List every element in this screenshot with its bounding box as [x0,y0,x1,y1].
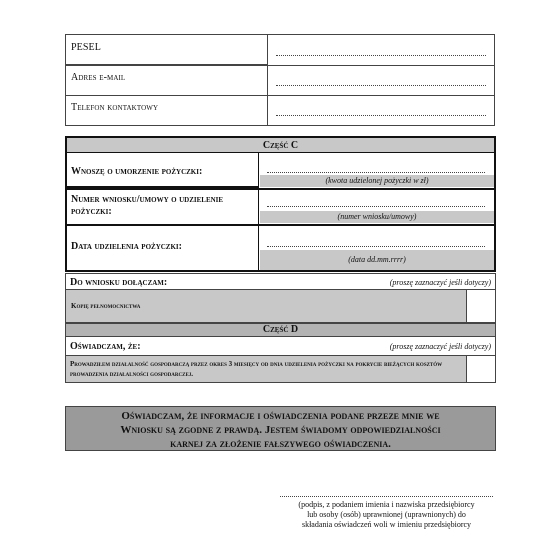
statement-line-2: Wniosku są zgodne z prawdą. Jestem świadomy odpowiedzialności [120,424,441,436]
poa-label-cell [65,290,467,323]
agreement-hint: (numer wniosku/umowy) [260,211,494,223]
declare-row [65,337,496,356]
agreement-label: Numer wniosku/umowy o udzielenie pożyczki: [71,194,224,217]
statement-line-1: Oświadczam, że informacje i oświadczenia podane przeze mnie we [121,410,440,422]
agreement-number-field[interactable] [267,206,485,207]
loan-amount-hint: (kwota udzielonej pożyczki w zł) [260,175,494,187]
loan-amount-field[interactable] [267,172,485,173]
signature-line-1: (podpis, z podaniem imienia i nazwiska przedsiębiorcy [298,500,475,509]
part-d-title: Część D [262,324,299,335]
email-label: Adres e-mail [71,72,126,83]
part-c-title: Część C [262,140,299,151]
business-text-cell [65,356,467,383]
signature-line-2: lub osoby (osób) uprawnionej (uprawnionych) do [307,510,466,519]
poa-label: Kopię pełnomocnictwa [71,302,141,310]
loan-request-label: Wnoszę o umorzenie pożyczki: [71,166,203,177]
phone-label: Telefon kontaktowy [71,102,159,113]
pesel-field[interactable] [276,55,486,56]
date-hint: (data dd.mm.rrrr) [260,250,494,270]
declare-hint: (proszę zaznaczyć jeśli dotyczy) [389,342,491,351]
loan-request-label-cell [67,153,259,188]
date-label-cell [67,226,259,270]
signature-line-3: składania oświadczeń woli w imieniu przedsiębiorcy [301,520,472,529]
poa-checkbox[interactable] [467,290,496,323]
part-c-block [65,136,496,272]
part-c-header [67,138,494,153]
date-label: Data udzielenia pożyczki: [71,241,182,252]
pesel-label: PESEL [71,42,101,53]
signature-caption [280,500,493,530]
signature-field[interactable] [280,496,493,497]
phone-label-cell [66,95,268,125]
attach-label: Do wniosku dołączam: [70,277,168,288]
business-checkbox[interactable] [467,356,496,383]
attach-header [65,273,496,290]
date-field[interactable] [267,246,485,247]
business-text: Prowadziłem działalność gospodarczą przez okres 3 miesięcy od dnia udzielenia pożyczki na pokrycie bieżących kosztów prowadzenia działalności gospodarczej. [70,360,443,378]
pesel-label-cell [66,35,268,65]
agreement-label-cell [67,190,259,224]
phone-field[interactable] [276,115,486,116]
statement-box [65,406,496,451]
email-label-cell [66,65,268,95]
declare-label: Oświadczam, że: [70,341,141,352]
contact-table [65,34,495,126]
statement-line-3: karnej za złożenie fałszywego oświadczenia. [170,438,391,450]
attach-row [65,273,496,323]
attach-hint: (proszę zaznaczyć jeśli dotyczy) [389,278,491,287]
part-d-block [65,323,496,383]
email-field[interactable] [276,85,486,86]
part-d-header [65,323,496,337]
